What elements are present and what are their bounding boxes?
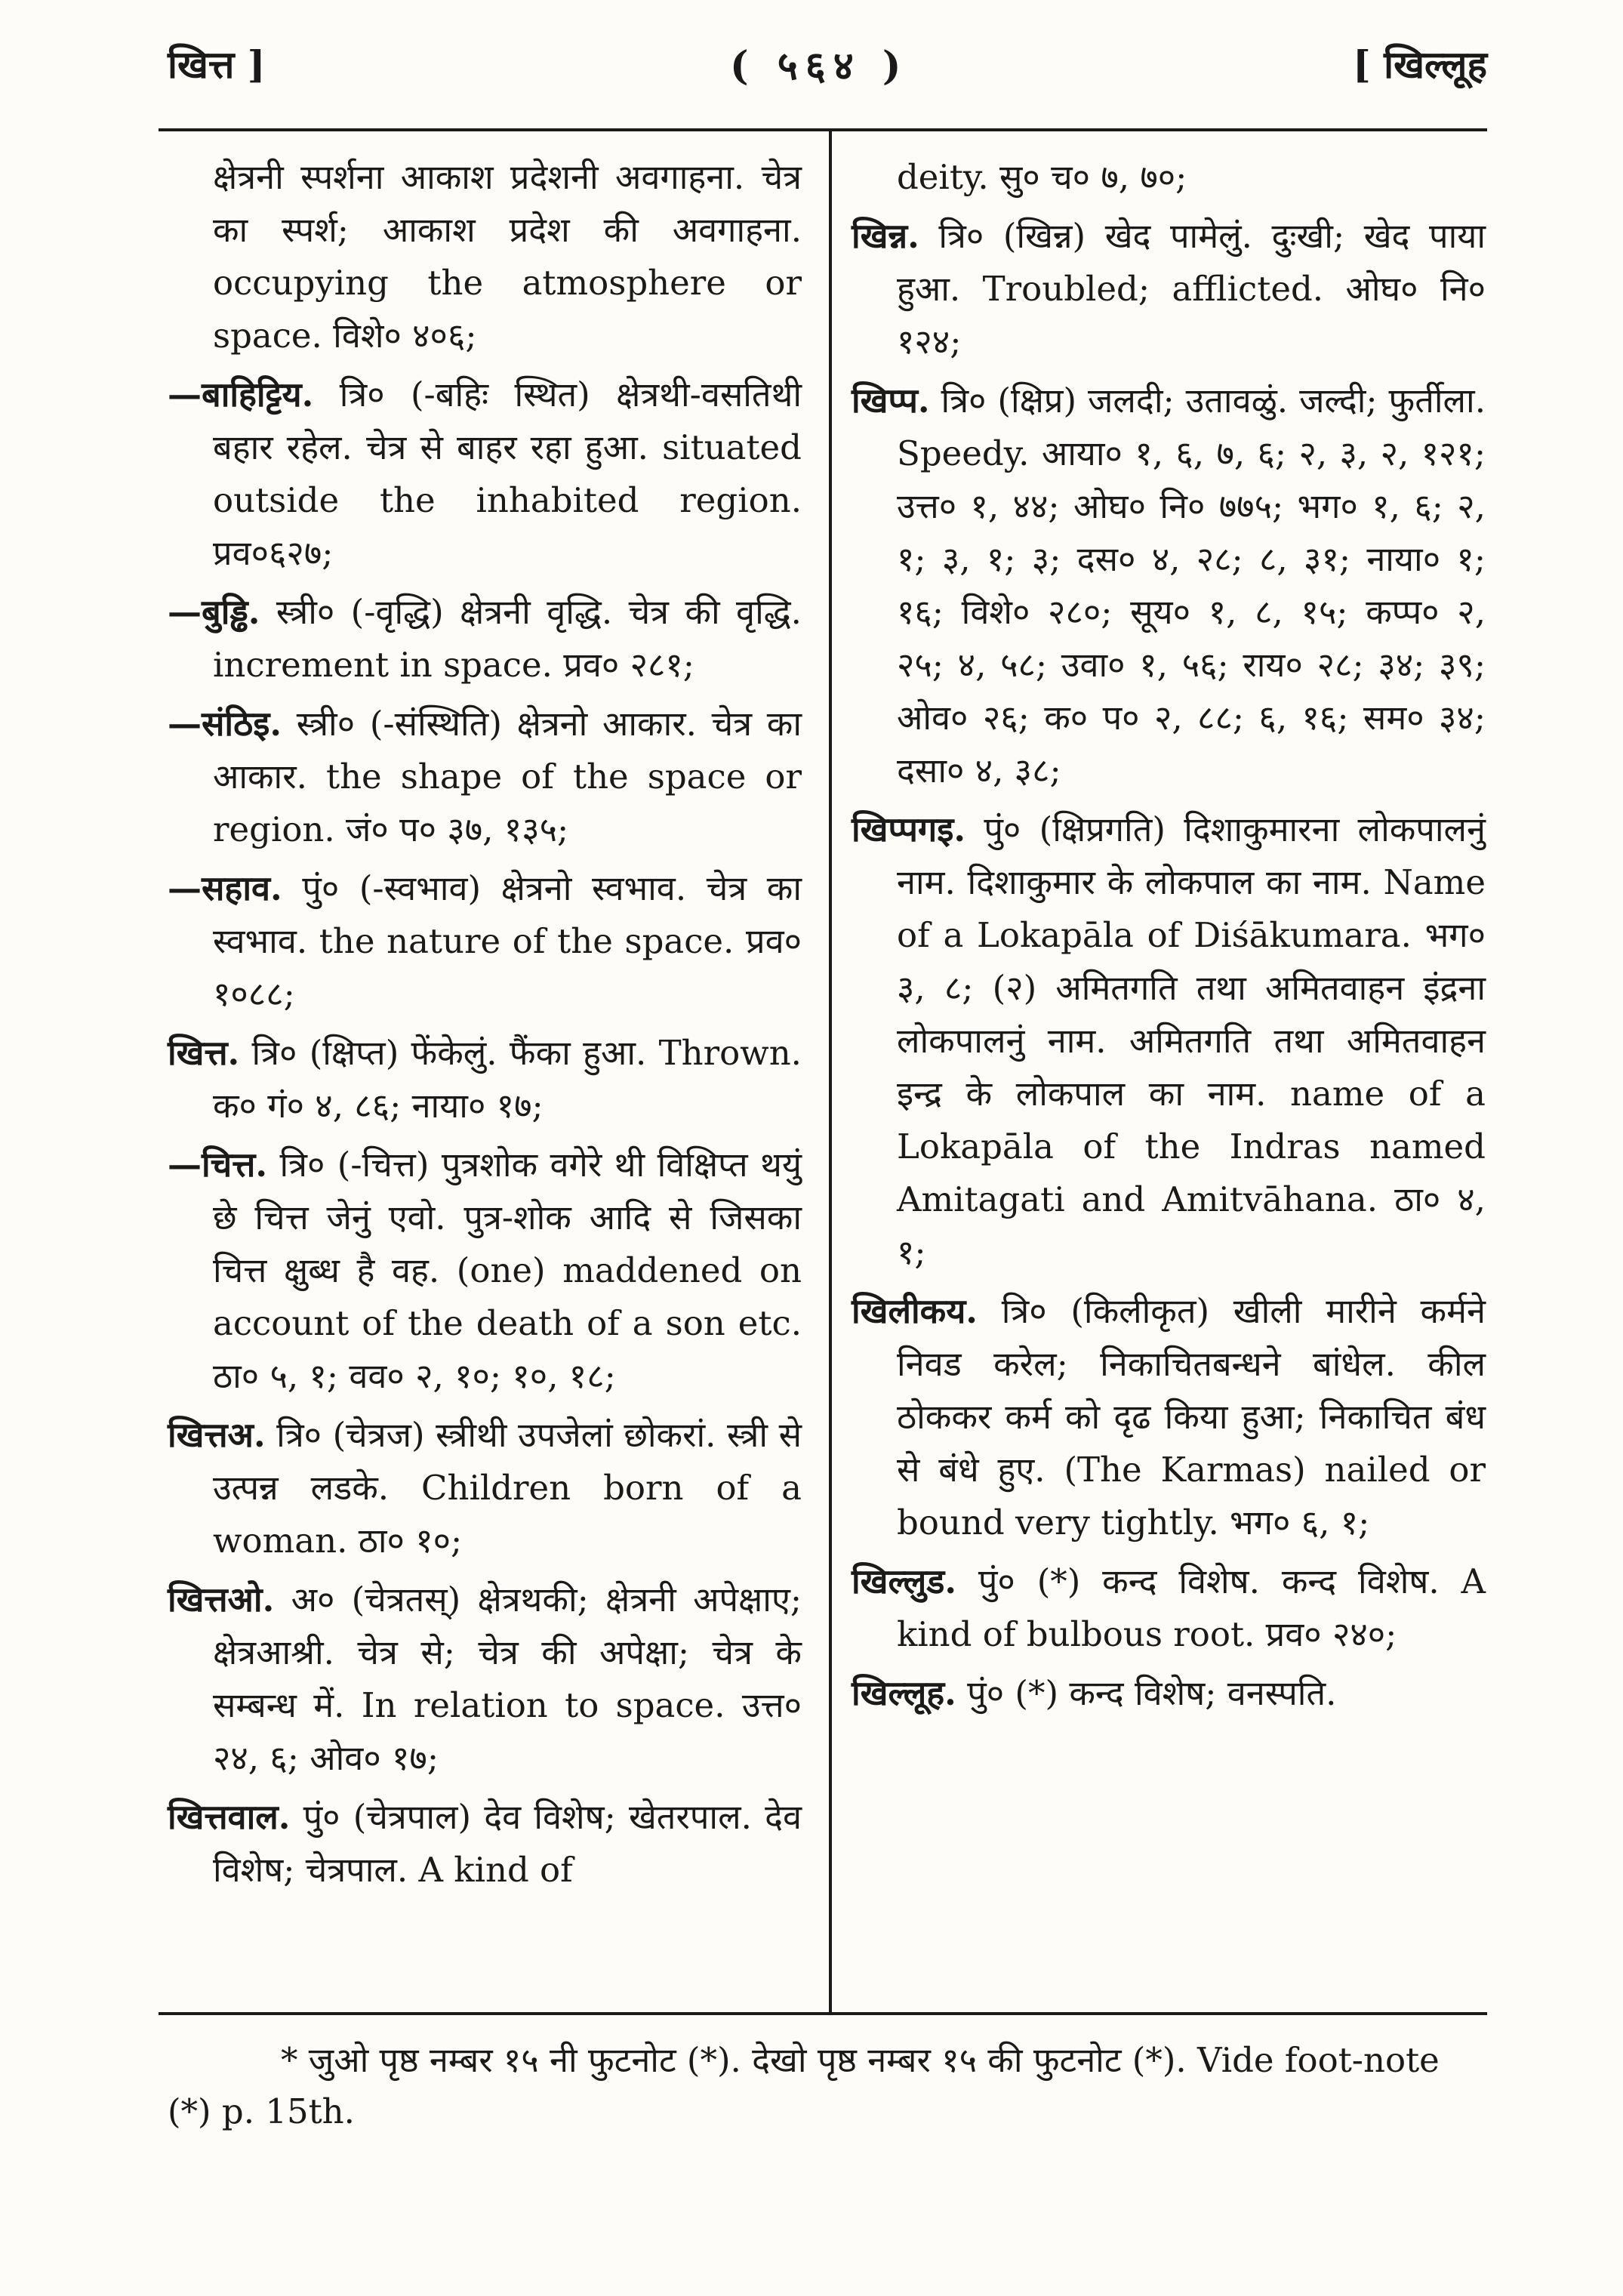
headword: खिप्प. — [852, 381, 930, 421]
dictionary-entry: खिल्लुड. पुं० (*) कन्द विशेष. कन्द विशेष. A kind of bulbous root. प्रव० २४०; — [852, 1561, 1486, 1654]
footer-rule — [159, 2012, 1487, 2015]
dictionary-entry: —संठिइ. स्त्री० (-संस्थिति) क्षेत्रनो आकार. चेत्र का आकार. the shape of the space or region. जं० प० ३७, १३५; — [168, 704, 802, 849]
headword: —बाहिट्टिय. — [168, 374, 314, 415]
headword: खिप्पगइ. — [852, 809, 965, 849]
header-rule — [159, 128, 1487, 131]
dictionary-entry: खित्तओ. अ० (चेत्रतस्) क्षेत्रथकी; क्षेत्रनी अपेक्षाए; क्षेत्रआश्री. चेत्र से; चेत्र की अपेक्षा; चेत्र के सम्बन्ध में. In relation to space. उत्त० २४, ६; ओव० १७; — [168, 1579, 802, 1778]
dictionary-entry: —सहाव. पुं० (-स्वभाव) क्षेत्रनो स्वभाव. चेत्र का स्वभाव. the nature of the space. प्रव० १०८८; — [168, 868, 802, 1014]
headword: खिल्लुड. — [852, 1561, 957, 1601]
dictionary-entry: खित्तअ. त्रि० (चेत्रज) स्त्रीथी उपजेलां छोकरां. स्त्री से उत्पन्न लडके. Children born of a woman. ठा० १०; — [168, 1415, 802, 1561]
headword: —सहाव. — [168, 868, 282, 908]
dictionary-entry: खित्तवाल. पुं० (चेत्रपाल) देव विशेष; खेतरपाल. देव विशेष; चेत्रपाल. A kind of — [168, 1797, 802, 1890]
headword: खित्त. — [168, 1033, 240, 1073]
page-header — [168, 30, 1487, 98]
dictionary-entry: —बाहिट्टिय. त्रि० (-बहिः स्थित) क्षेत्रथी-वसतिथी बहार रहेल. चेत्र से बाहर रहा हुआ. situated outside the inhabited region. प्रव०६२७; — [168, 374, 802, 573]
header-left-guideword: खित्त ] — [168, 42, 266, 87]
headword: खिन्न. — [852, 216, 919, 256]
dictionary-entry: —चित्त. त्रि० (-चित्त) पुत्रशोक वगेरे थी विक्षिप्त थयुं छे चित्त जेनुं एवो. पुत्र-शोक आदि से जिसका चित्त क्षुब्ध है वह. (one) maddened on account of the death of a son etc. ठा० ५, १; वव० २, १०; १०, १८; — [168, 1145, 802, 1396]
headword: —चित्त. — [168, 1145, 267, 1185]
dictionary-entry: खिलीकय. त्रि० (किलीकृत) खीली मारीने कर्मने निवड करेल; निकाचितबन्धने बांधेल. कील ठोककर कर्म को दृढ किया हुआ; निकाचित बंध से बंधे हुए. (The Karmas) nailed or bound very tightly. भग० ६, १; — [852, 1291, 1486, 1542]
dictionary-entry: खिल्लूह. पुं० (*) कन्द विशेष; वनस्पति. — [852, 1673, 1337, 1713]
headword: खित्तओ. — [168, 1579, 275, 1620]
page-number: ( ५६४ ) — [730, 43, 909, 89]
headword: खिलीकय. — [852, 1291, 978, 1331]
dictionary-entry: खित्त. त्रि० (क्षिप्त) फेंकेलुं. फैंका हुआ. Thrown. क० गं० ४, ८६; नाया० १७; — [168, 1033, 802, 1126]
left-column — [168, 151, 802, 1903]
headword: खिल्लूह. — [852, 1673, 956, 1713]
dictionary-entry: खिप्प. त्रि० (क्षिप्र) जलदी; उतावळुं. जल्दी; फुर्तीला. Speedy. आया० १, ६, ७, ६; २, ३, २, १२१; उत्त० १, ४४; ओघ० नि० ७७५; भग० १, ६; २, १; ३, १; ३; दस० ४, २८; ८, ३१; नाया० १; १६; विशे० २८०; सूय० १, ८, १५; कप्प० २, २५; ४, ५८; उवा० १, ५६; राय० २८; ३४; ३९; ओव० २६; क० प० २, ८८; ६, १६; सम० ३४; दसा० ४, ३८; — [852, 381, 1486, 791]
right-column — [852, 151, 1486, 1726]
dictionary-entry: deity. सु० च० ७, ७०; — [897, 157, 1187, 197]
headword: —संठिइ. — [168, 704, 282, 744]
headword: खित्तवाल. — [168, 1797, 291, 1837]
header-right-guideword: [ खिल्लूह — [1353, 42, 1487, 87]
dictionary-entry: खिन्न. त्रि० (खिन्न) खेद पामेलुं. दुःखी; खेद पाया हुआ. Troubled; afflicted. ओघ० नि० १२४; — [852, 216, 1486, 362]
column-divider — [829, 130, 832, 2012]
dictionary-entry: —बुड्ढि. स्त्री० (-वृद्धि) क्षेत्रनी वृद्धि. चेत्र की वृद्धि. increment in space. प्रव० २८१; — [168, 592, 802, 685]
footnote: * जुओ पृष्ठ नम्बर १५ नी फुटनोट (*). देखो पृष्ठ नम्बर १५ की फुटनोट (*). Vide foot-note (*) p. 15th. — [168, 2040, 1440, 2131]
dictionary-entry: क्षेत्रनी स्पर्शना आकाश प्रदेशनी अवगाहना. चेत्र का स्पर्श; आकाश प्रदेश की अवगाहना. occupying the atmosphere or space. विशे० ४०६; — [213, 157, 802, 356]
headword: खित्तअ. — [168, 1415, 266, 1455]
dictionary-entry: खिप्पगइ. पुं० (क्षिप्रगति) दिशाकुमारना लोकपालनुं नाम. दिशाकुमार के लोकपाल का नाम. Name of a Lokapāla of Diśākumara. भग० ३, ८; (२) अमितगति तथा अमितवाहन इंद्रना लोकपालनुं नाम. अमितगति तथा अमितवाहन इन्द्र के लोकपाल का नाम. name of a Lokapāla of the Indras named Amitagati and Amitvāhana. ठा० ४, १; — [852, 809, 1486, 1272]
headword: —बुड्ढि. — [168, 592, 260, 632]
